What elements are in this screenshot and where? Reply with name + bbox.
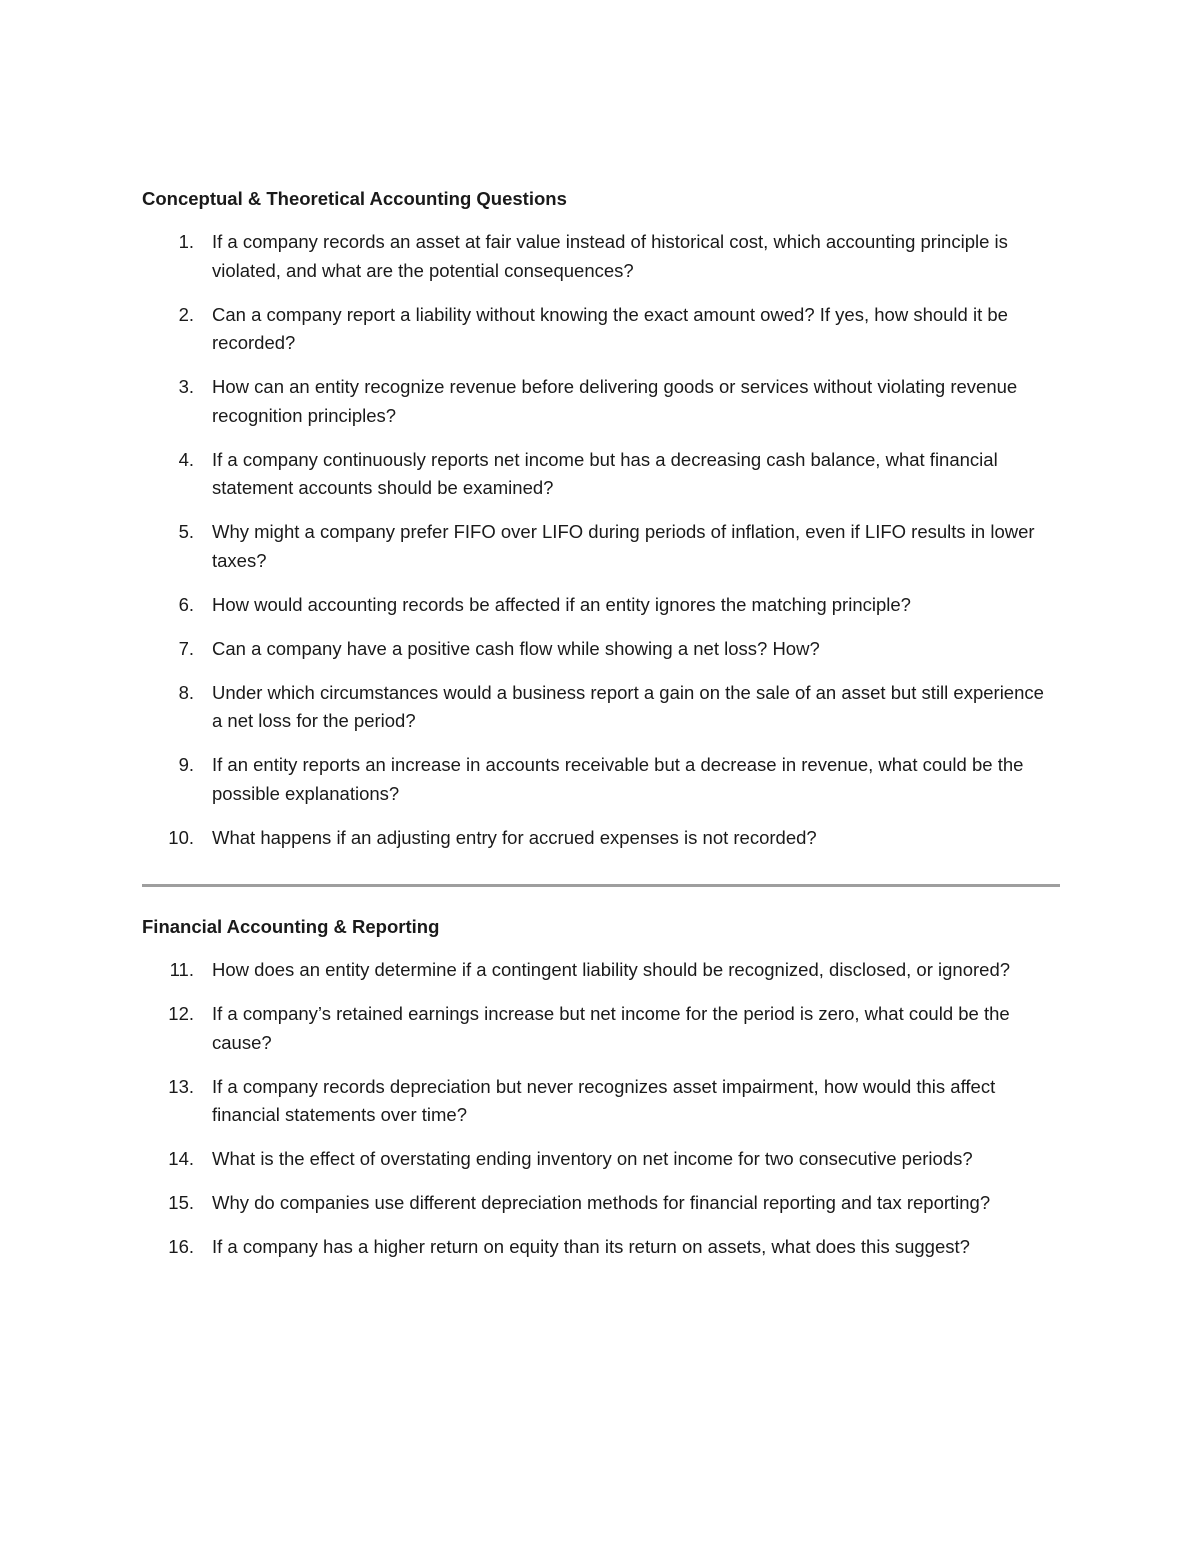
question-number: 6. — [178, 593, 194, 615]
question-text: If a company continuously reports net income but has a decreasing cash balance, what financial statement accounts should be examined? — [212, 448, 998, 498]
question-text: If a company records depreciation but never recognizes asset impairment, how would this affect financial statements over time? — [212, 1075, 996, 1125]
question-number: 11. — [169, 959, 194, 980]
question-text: If an entity reports an increase in accounts receivable but a decrease in revenue, what could be the possible explanations? — [212, 754, 1024, 804]
question-item — [142, 679, 1062, 736]
question-list — [142, 956, 1062, 1262]
question-number: 3. — [178, 376, 194, 397]
question-text: Under which circumstances would a business report a gain on the sale of an asset but still experience a net loss for the period? — [212, 681, 1044, 731]
question-item — [142, 635, 1062, 664]
section-heading: Financial Accounting & Reporting — [142, 916, 440, 937]
question-number: 15. — [168, 1192, 194, 1213]
section-financial-reporting — [142, 914, 1062, 1277]
question-number: 5. — [178, 521, 194, 542]
question-item — [142, 518, 1062, 575]
question-number: 13. — [168, 1075, 194, 1097]
question-number: 10. — [168, 826, 194, 848]
question-item — [142, 373, 1062, 430]
question-list — [142, 228, 1062, 852]
question-item — [142, 591, 1062, 620]
question-item — [142, 751, 1062, 808]
question-item — [142, 956, 1062, 985]
question-text: What is the effect of overstating ending inventory on net income for two consecutive periods? — [212, 1148, 973, 1169]
question-item — [142, 301, 1062, 358]
question-text: How can an entity recognize revenue before delivering goods or services without violating revenue recognition principles? — [212, 376, 1018, 426]
question-text: How does an entity determine if a contingent liability should be recognized, disclosed, or ignored? — [212, 959, 1011, 980]
question-item — [142, 228, 1062, 285]
section-divider — [142, 884, 1060, 887]
question-text: Can a company have a positive cash flow while showing a net loss? How? — [212, 637, 820, 659]
question-number: 7. — [178, 637, 194, 659]
question-text: What happens if an adjusting entry for accrued expenses is not recorded? — [212, 826, 817, 848]
question-number: 16. — [168, 1236, 194, 1257]
question-item — [142, 446, 1062, 503]
question-text: Why do companies use different depreciation methods for financial reporting and tax reporting? — [212, 1192, 991, 1213]
question-item — [142, 1189, 1062, 1218]
question-item — [142, 1000, 1062, 1057]
question-text: If a company’s retained earnings increase but net income for the period is zero, what could be the cause? — [212, 1003, 1010, 1053]
section-heading: Conceptual & Theoretical Accounting Questions — [142, 188, 567, 209]
question-item — [142, 1145, 1062, 1174]
question-text: How would accounting records be affected if an entity ignores the matching principle? — [212, 593, 911, 615]
question-text: Can a company report a liability without knowing the exact amount owed? If yes, how should it be recorded? — [212, 303, 1008, 353]
question-text: If a company records an asset at fair value instead of historical cost, which accounting principle is violated, and what are the potential consequences? — [212, 231, 1008, 281]
question-number: 12. — [168, 1003, 194, 1024]
question-item — [142, 1233, 1062, 1262]
question-number: 1. — [178, 231, 194, 252]
question-text: If a company has a higher return on equity than its return on assets, what does this suggest? — [212, 1236, 970, 1257]
question-number: 8. — [178, 681, 194, 703]
question-number: 2. — [178, 303, 194, 325]
question-text: Why might a company prefer FIFO over LIFO during periods of inflation, even if LIFO results in lower taxes? — [212, 521, 1035, 571]
question-number: 4. — [178, 448, 194, 470]
question-item — [142, 824, 1062, 853]
question-number: 9. — [178, 754, 194, 775]
question-number: 14. — [168, 1148, 194, 1169]
section-conceptual-questions — [142, 186, 1062, 868]
question-item — [142, 1073, 1062, 1130]
